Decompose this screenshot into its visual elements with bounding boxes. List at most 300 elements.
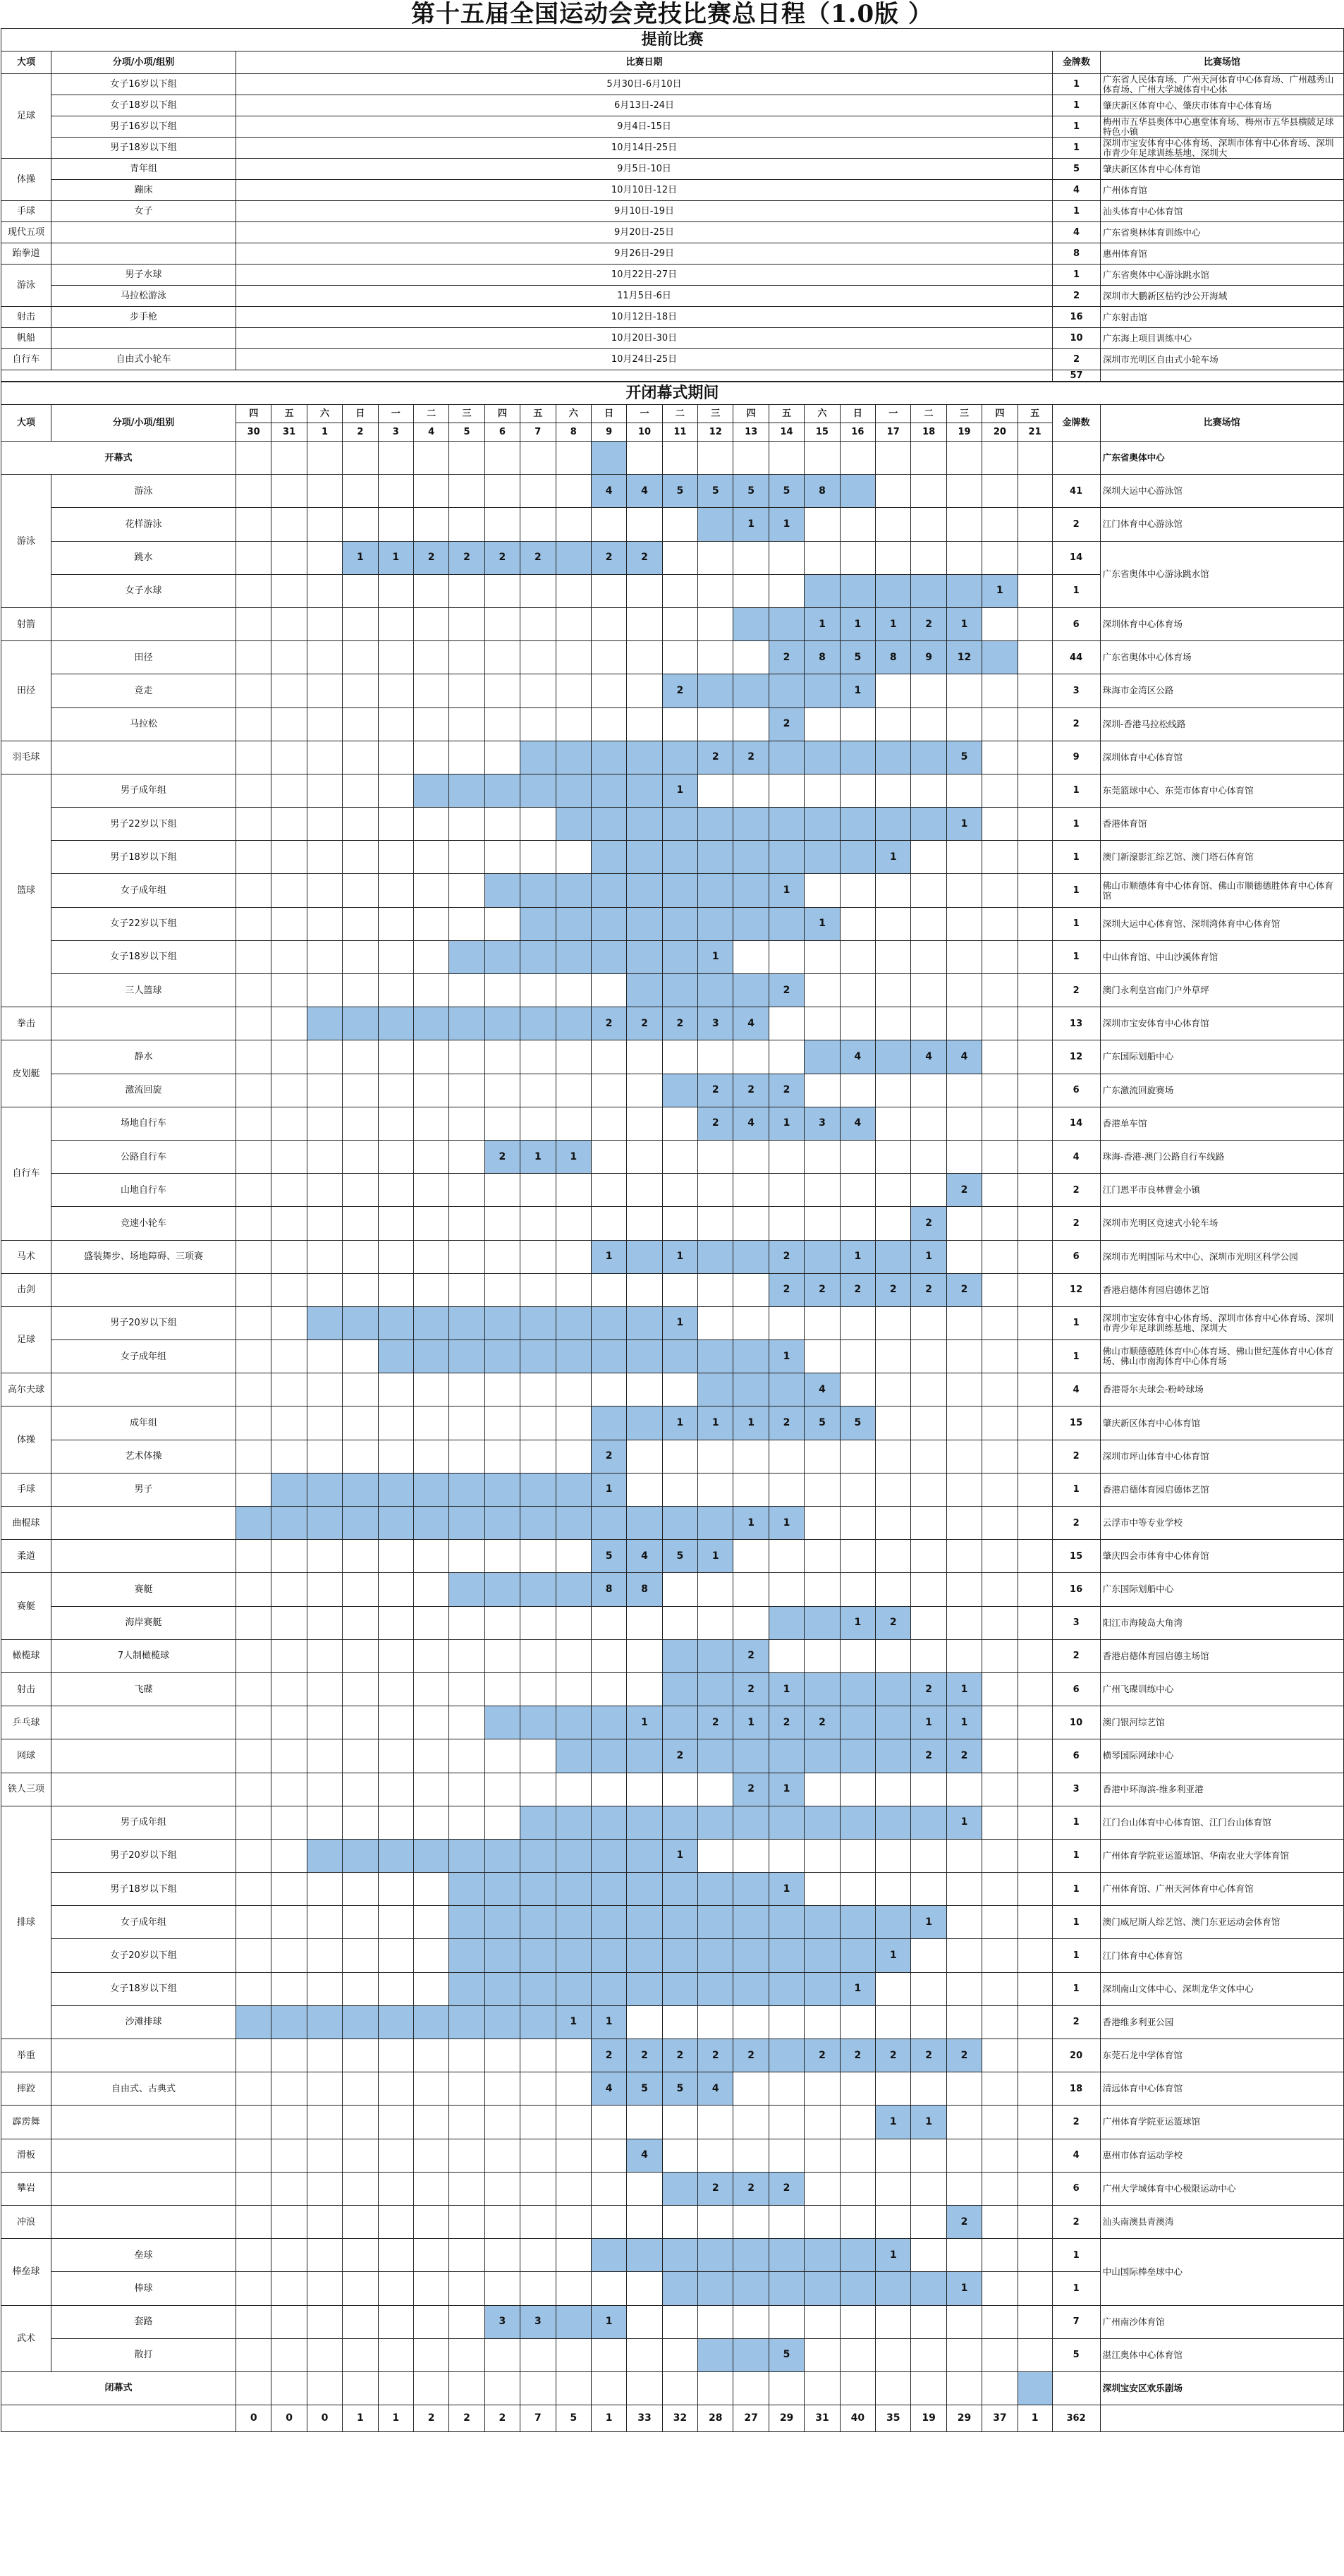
- day-slot: 4: [627, 475, 662, 508]
- pre-medals-cell: 1: [1053, 116, 1101, 138]
- day-slot: [662, 2005, 697, 2039]
- day-slot: [236, 641, 271, 674]
- day-slot: [413, 1407, 448, 1440]
- day-slot: [627, 2272, 662, 2305]
- sub-cell: 女子成年组: [51, 1906, 236, 1939]
- venue-cell: 中山国际棒垒球中心: [1100, 2239, 1343, 2305]
- day-slot: [911, 907, 946, 940]
- day-slot: [307, 1606, 342, 1639]
- day-slot: [343, 1040, 378, 1074]
- day-slot: [556, 1473, 591, 1506]
- day-slot: [484, 1440, 520, 1473]
- day-slot: [1018, 774, 1052, 807]
- day-cell: 7: [520, 423, 556, 442]
- day-slot: [911, 674, 946, 707]
- day-slot: [307, 874, 342, 907]
- day-slot: [982, 1739, 1018, 1773]
- pre-sub-cell: 马拉松游泳: [51, 286, 236, 307]
- venue-cell: 澳门永利皇宫南门户外草坪: [1100, 974, 1343, 1007]
- day-slot: [556, 1007, 591, 1040]
- day-slot: [805, 841, 840, 874]
- day-slot: [449, 907, 484, 940]
- day-slot: [876, 907, 911, 940]
- day-slot: [769, 1639, 804, 1672]
- day-slot: [236, 2172, 271, 2205]
- day-slot: [556, 674, 591, 707]
- day-slot: [1018, 1074, 1052, 1107]
- medals-cell: 2: [1052, 707, 1100, 741]
- day-slot: [520, 2139, 556, 2172]
- day-slot: [876, 2305, 911, 2338]
- day-slot: [805, 1906, 840, 1939]
- day-slot: 2: [698, 741, 733, 774]
- day-slot: [1018, 741, 1052, 774]
- day-slot: [556, 607, 591, 640]
- day-slot: [591, 1939, 626, 1972]
- pre-sport-cell: 游泳: [1, 265, 51, 307]
- day-total-cell: 1: [343, 2405, 378, 2432]
- day-slot: [698, 874, 733, 907]
- day-slot: [343, 1573, 378, 1606]
- day-slot: [449, 940, 484, 973]
- day-slot: [627, 1174, 662, 1207]
- day-slot: [840, 1573, 875, 1606]
- day-slot: [805, 2338, 840, 2371]
- venue-cell: 江门恩平市良林曹金小镇: [1100, 1174, 1343, 1207]
- grand-total-cell: 362: [1052, 2405, 1100, 2432]
- day-slot: [271, 2272, 307, 2305]
- pre-header-cell: 金牌数: [1053, 51, 1101, 74]
- day-slot: [733, 1373, 769, 1407]
- day-slot: [805, 574, 840, 607]
- day-slot: [1018, 541, 1052, 574]
- medals-cell: 44: [1052, 641, 1100, 674]
- day-slot: [662, 1107, 697, 1140]
- day-slot: [982, 1174, 1018, 1207]
- day-slot: [876, 1473, 911, 1506]
- day-slot: [343, 2205, 378, 2238]
- day-slot: [484, 974, 520, 1007]
- sub-cell: [51, 1507, 236, 1540]
- day-slot: 4: [946, 1040, 982, 1074]
- day-slot: 2: [733, 741, 769, 774]
- day-slot: [1018, 1340, 1052, 1373]
- day-slot: 1: [343, 541, 378, 574]
- day-slot: [982, 541, 1018, 574]
- day-slot: 2: [769, 707, 804, 741]
- day-slot: [911, 1340, 946, 1373]
- day-slot: [876, 707, 911, 741]
- day-slot: [982, 874, 1018, 907]
- day-slot: [413, 1540, 448, 1573]
- medals-cell: 3: [1052, 1773, 1100, 1806]
- day-slot: [982, 607, 1018, 640]
- day-slot: [449, 1606, 484, 1639]
- day-slot: [378, 674, 413, 707]
- day-slot: [378, 940, 413, 973]
- day-slot: [662, 1672, 697, 1706]
- weekday-cell: 四: [236, 405, 271, 423]
- day-slot: [449, 508, 484, 541]
- day-slot: 1: [876, 1939, 911, 1972]
- day-slot: [591, 2205, 626, 2238]
- day-slot: [911, 1007, 946, 1040]
- day-slot: [236, 1040, 271, 1074]
- day-slot: 2: [946, 1174, 982, 1207]
- day-slot: [591, 1706, 626, 1739]
- day-slot: [556, 442, 591, 475]
- day-slot: [236, 1240, 271, 1273]
- day-slot: [662, 508, 697, 541]
- day-slot: [307, 442, 342, 475]
- day-slot: [413, 1040, 448, 1074]
- day-slot: [556, 774, 591, 807]
- venue-cell: 澳门银河综艺馆: [1100, 1706, 1343, 1739]
- venue-cell: 广州南沙体育馆: [1100, 2305, 1343, 2338]
- day-slot: [1018, 2106, 1052, 2139]
- day-slot: 4: [698, 2072, 733, 2106]
- day-slot: [876, 574, 911, 607]
- day-slot: [911, 841, 946, 874]
- day-slot: [805, 1739, 840, 1773]
- pre-medals-cell: 16: [1053, 307, 1101, 328]
- day-slot: [556, 907, 591, 940]
- day-slot: [982, 1672, 1018, 1706]
- day-slot: [484, 2005, 520, 2039]
- day-slot: [627, 774, 662, 807]
- day-slot: [556, 2172, 591, 2205]
- day-slot: [1018, 1939, 1052, 1972]
- day-slot: 1: [946, 808, 982, 841]
- day-slot: [876, 2272, 911, 2305]
- venue-cell: 阳江市海陵岛大角湾: [1100, 1606, 1343, 1639]
- day-slot: [733, 1806, 769, 1839]
- day-slot: [343, 1773, 378, 1806]
- day-slot: [271, 1972, 307, 2005]
- day-slot: 5: [662, 1540, 697, 1573]
- medals-cell: 3: [1052, 674, 1100, 707]
- day-slot: [627, 1639, 662, 1672]
- day-slot: [1018, 1306, 1052, 1339]
- venue-cell: 江门台山体育中心体育馆、江门台山体育馆: [1100, 1806, 1343, 1839]
- day-slot: [520, 1773, 556, 1806]
- day-slot: [946, 2072, 982, 2106]
- day-slot: [484, 1939, 520, 1972]
- pre-venue-cell: 广东省人民体育场、广州天河体育中心体育场、广州越秀山体育场、广州大学城体育中心体: [1101, 74, 1344, 95]
- day-slot: [662, 1440, 697, 1473]
- day-slot: [911, 2305, 946, 2338]
- day-slot: [982, 1373, 1018, 1407]
- day-slot: [236, 2305, 271, 2338]
- day-slot: [343, 1672, 378, 1706]
- day-slot: [840, 741, 875, 774]
- day-slot: [982, 2371, 1018, 2405]
- day-slot: [876, 940, 911, 973]
- sub-cell: 静水: [51, 1040, 236, 1074]
- day-slot: [343, 1407, 378, 1440]
- day-slot: [236, 1739, 271, 1773]
- day-slot: [698, 1606, 733, 1639]
- day-slot: [236, 1306, 271, 1339]
- day-slot: [733, 974, 769, 1007]
- day-slot: [591, 1107, 626, 1140]
- day-slot: [236, 1606, 271, 1639]
- day-slot: [627, 2305, 662, 2338]
- day-slot: 2: [876, 1273, 911, 1306]
- day-cell: 1: [307, 423, 342, 442]
- day-slot: [733, 442, 769, 475]
- day-slot: 1: [876, 841, 911, 874]
- venue-cell: 珠海市金湾区公路: [1100, 674, 1343, 707]
- day-slot: [876, 1107, 911, 1140]
- day-slot: [627, 1839, 662, 1872]
- day-slot: [840, 1739, 875, 1773]
- sub-cell: [51, 1273, 236, 1306]
- day-slot: [520, 1873, 556, 1906]
- day-slot: [343, 1440, 378, 1473]
- medals-cell: 6: [1052, 1739, 1100, 1773]
- day-slot: [698, 1839, 733, 1872]
- day-slot: [449, 1573, 484, 1606]
- day-slot: [982, 2205, 1018, 2238]
- main-section-heading: 开闭幕式期间: [1, 382, 1344, 405]
- medals-cell: 6: [1052, 607, 1100, 640]
- day-slot: [449, 1440, 484, 1473]
- day-slot: [662, 2338, 697, 2371]
- day-slot: [769, 1606, 804, 1639]
- day-slot: [236, 1540, 271, 1573]
- weekday-cell: 四: [982, 405, 1018, 423]
- day-slot: [413, 2239, 448, 2272]
- day-slot: [484, 1906, 520, 1939]
- day-slot: 1: [769, 1107, 804, 1140]
- pre-header-cell: 分项/小项/组别: [51, 51, 236, 74]
- day-slot: [520, 1407, 556, 1440]
- day-slot: [876, 1074, 911, 1107]
- sport-cell: 自行车: [1, 1107, 51, 1240]
- medals-cell: 2: [1052, 1639, 1100, 1672]
- day-slot: [805, 1773, 840, 1806]
- day-slot: [307, 1140, 342, 1173]
- day-slot: [698, 2005, 733, 2039]
- day-slot: [343, 2305, 378, 2338]
- day-slot: [840, 2205, 875, 2238]
- day-slot: [307, 2239, 342, 2272]
- day-slot: [307, 2106, 342, 2139]
- pre-date-cell: 10月20日-30日: [236, 328, 1053, 349]
- day-slot: [662, 940, 697, 973]
- day-slot: [484, 1306, 520, 1339]
- day-slot: [805, 774, 840, 807]
- day-slot: [591, 1373, 626, 1407]
- pre-date-cell: 10月14日-25日: [236, 138, 1053, 159]
- day-slot: [413, 1806, 448, 1839]
- day-slot: [876, 1672, 911, 1706]
- day-slot: [698, 1573, 733, 1606]
- day-slot: [911, 2172, 946, 2205]
- day-slot: [769, 940, 804, 973]
- day-slot: [556, 1507, 591, 1540]
- day-slot: [271, 1340, 307, 1373]
- day-slot: [378, 1507, 413, 1540]
- day-slot: 4: [591, 475, 626, 508]
- main-header-sub: 分项/小项/组别: [51, 405, 236, 442]
- day-slot: [876, 1540, 911, 1573]
- pre-sub-cell: [51, 243, 236, 265]
- day-slot: [556, 1440, 591, 1473]
- day-slot: [627, 707, 662, 741]
- day-slot: [805, 1806, 840, 1839]
- day-slot: [591, 1873, 626, 1906]
- day-slot: 1: [946, 1672, 982, 1706]
- day-slot: [840, 541, 875, 574]
- day-slot: 4: [805, 1373, 840, 1407]
- day-slot: [840, 2139, 875, 2172]
- day-slot: [769, 1373, 804, 1407]
- day-slot: 2: [911, 1739, 946, 1773]
- day-slot: [627, 2239, 662, 2272]
- medals-cell: 12: [1052, 1040, 1100, 1074]
- day-slot: [805, 2371, 840, 2405]
- sub-cell: [51, 2106, 236, 2139]
- weekday-cell: 五: [520, 405, 556, 423]
- day-slot: 4: [591, 2072, 626, 2106]
- day-slot: [627, 1873, 662, 1906]
- day-slot: 2: [591, 1440, 626, 1473]
- day-slot: 2: [413, 541, 448, 574]
- day-slot: [591, 607, 626, 640]
- day-slot: [343, 1074, 378, 1107]
- day-slot: [1018, 442, 1052, 475]
- day-slot: 1: [982, 574, 1018, 607]
- weekday-cell: 日: [343, 405, 378, 423]
- day-slot: [805, 1606, 840, 1639]
- day-slot: [343, 707, 378, 741]
- day-slot: [556, 641, 591, 674]
- day-slot: [556, 1174, 591, 1207]
- day-slot: 2: [946, 1739, 982, 1773]
- day-slot: [805, 1140, 840, 1173]
- sport-cell: 羽毛球: [1, 741, 51, 774]
- day-slot: [982, 1140, 1018, 1173]
- day-slot: 1: [556, 2005, 591, 2039]
- day-slot: [769, 1573, 804, 1606]
- pre-medals-cell: 8: [1053, 243, 1101, 265]
- day-slot: [271, 2005, 307, 2039]
- day-cell: 11: [662, 423, 697, 442]
- day-slot: [378, 1340, 413, 1373]
- pre-sport-cell: 帆船: [1, 328, 51, 349]
- day-slot: 1: [733, 1507, 769, 1540]
- pre-venue-cell: 肇庆新区体育中心、肇庆市体育中心体育场: [1101, 95, 1344, 116]
- day-slot: [876, 2338, 911, 2371]
- day-slot: [733, 1906, 769, 1939]
- day-slot: [378, 2139, 413, 2172]
- day-slot: [484, 674, 520, 707]
- day-slot: [271, 974, 307, 1007]
- day-cell: 3: [378, 423, 413, 442]
- day-slot: [982, 1939, 1018, 1972]
- main-header-sport: 大项: [1, 405, 51, 442]
- weekday-cell: 一: [378, 405, 413, 423]
- day-slot: [1018, 1140, 1052, 1173]
- day-slot: [840, 1939, 875, 1972]
- day-slot: [556, 841, 591, 874]
- medals-cell: 1: [1052, 2239, 1100, 2272]
- day-slot: [378, 774, 413, 807]
- day-slot: [733, 1340, 769, 1373]
- day-slot: [343, 1906, 378, 1939]
- day-slot: [520, 2205, 556, 2238]
- day-slot: [911, 1373, 946, 1407]
- day-slot: [307, 2205, 342, 2238]
- sub-cell: 男子20岁以下组: [51, 1839, 236, 1872]
- day-slot: [698, 1873, 733, 1906]
- day-slot: 2: [591, 1007, 626, 1040]
- day-total-cell: 29: [946, 2405, 982, 2432]
- day-slot: [876, 2371, 911, 2405]
- day-slot: [520, 1672, 556, 1706]
- day-slot: 1: [840, 1972, 875, 2005]
- day-slot: [556, 2371, 591, 2405]
- day-slot: [1018, 1706, 1052, 1739]
- day-slot: [556, 1806, 591, 1839]
- day-slot: [413, 2172, 448, 2205]
- day-slot: [946, 940, 982, 973]
- day-slot: [556, 2039, 591, 2072]
- day-slot: [271, 1074, 307, 1107]
- day-slot: [733, 2338, 769, 2371]
- day-slot: [307, 2305, 342, 2338]
- day-slot: [378, 1407, 413, 1440]
- day-slot: [876, 1240, 911, 1273]
- venue-cell: 深圳南山文体中心、深圳龙华文体中心: [1100, 1972, 1343, 2005]
- day-slot: [449, 1639, 484, 1672]
- day-slot: 2: [876, 2039, 911, 2072]
- day-slot: [946, 1007, 982, 1040]
- pre-medals-cell: 5: [1053, 159, 1101, 180]
- main-header-venue: 比赛场馆: [1100, 405, 1343, 442]
- day-slot: [627, 2205, 662, 2238]
- weekday-cell: 三: [946, 405, 982, 423]
- day-slot: [698, 1806, 733, 1839]
- day-slot: [662, 707, 697, 741]
- day-slot: [484, 607, 520, 640]
- pre-venue-cell: 广州体育馆: [1101, 180, 1344, 201]
- day-cell: 20: [982, 423, 1018, 442]
- pre-venue-cell: 深圳市宝安体育中心体育场、深圳市体育中心体育场、深圳市青少年足球训练基地、深圳大: [1101, 138, 1344, 159]
- day-slot: [520, 1507, 556, 1540]
- day-slot: [769, 2305, 804, 2338]
- sub-cell: 女子成年组: [51, 874, 236, 907]
- day-cell: 14: [769, 423, 804, 442]
- day-slot: [662, 741, 697, 774]
- day-slot: 1: [698, 940, 733, 973]
- day-slot: [413, 2338, 448, 2371]
- day-slot: [911, 2005, 946, 2039]
- day-slot: 1: [911, 1706, 946, 1739]
- day-slot: [413, 1606, 448, 1639]
- medals-cell: 1: [1052, 574, 1100, 607]
- day-slot: [627, 674, 662, 707]
- day-slot: 2: [662, 674, 697, 707]
- day-slot: [271, 1273, 307, 1306]
- medals-cell: [1052, 442, 1100, 475]
- day-slot: [271, 1407, 307, 1440]
- day-slot: [413, 1174, 448, 1207]
- day-slot: [307, 1906, 342, 1939]
- venue-cell: 东莞篮球中心、东莞市体育中心体育馆: [1100, 774, 1343, 807]
